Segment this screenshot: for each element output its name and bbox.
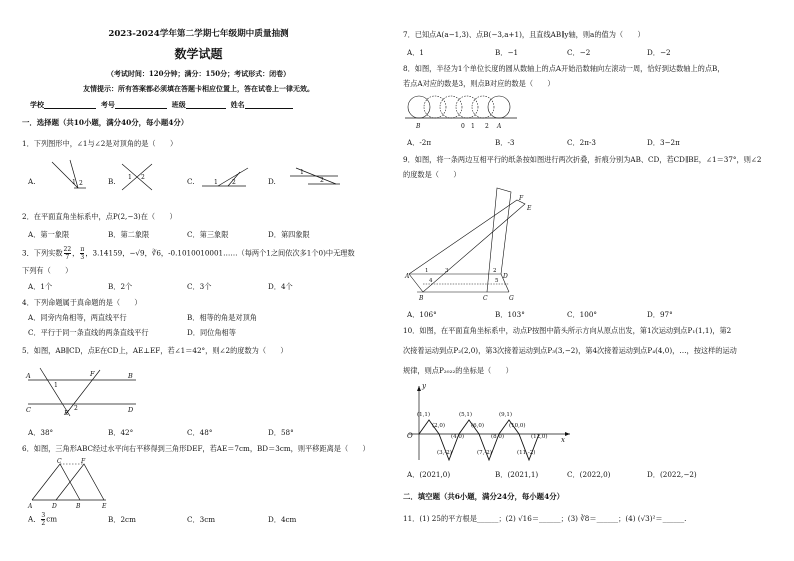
svg-text:A: A xyxy=(26,372,31,380)
svg-text:1: 1 xyxy=(214,179,218,186)
q10-graph xyxy=(405,380,575,464)
q3-option-a[interactable]: A．1个 xyxy=(28,282,53,291)
svg-text:D: D xyxy=(503,273,508,280)
svg-text:(1,1): (1,1) xyxy=(417,412,431,418)
q4-option-b[interactable]: B．相等的角是对顶角 xyxy=(187,313,257,322)
q3-option-b[interactable]: B．2个 xyxy=(108,282,133,291)
q8-stem-line2: 若点A对应的数是3，则点B对应的数是（ ） xyxy=(403,79,555,88)
q9-option-c[interactable]: C．100° xyxy=(567,310,597,319)
q7-option-b[interactable]: B．−1 xyxy=(495,48,519,57)
svg-text:A: A xyxy=(497,123,502,130)
q3-frac-22-7: $\frac{22}{7}$ xyxy=(63,246,72,261)
q8-stem-line1: 8．如图，半径为1个单位长度的圆从数轴上的点A开始沿数轴向左滚动一周，恰好到达数轴上的点B， xyxy=(403,64,725,73)
q3-option-d[interactable]: D．4个 xyxy=(268,282,293,291)
svg-text:(10,0): (10,0) xyxy=(509,423,526,429)
svg-text:(4,0): (4,0) xyxy=(451,434,465,440)
q9-stem-line2: 的度数是（ ） xyxy=(403,170,461,179)
svg-text:(6,0): (6,0) xyxy=(471,423,485,429)
q9-option-b[interactable]: B．103° xyxy=(495,310,525,319)
right-column xyxy=(397,0,794,561)
q9-option-d[interactable]: D．97° xyxy=(647,310,673,319)
svg-text:(11,-2): (11,-2) xyxy=(517,450,536,456)
q5-option-b[interactable]: B．42° xyxy=(108,428,134,437)
svg-text:C: C xyxy=(483,295,488,302)
q3-stem: 3．下列实数 $\frac{22}{7}$ ， $\frac{\pi}{3}$ ，3.14159，−√9，∛6，-0.1010010001……（每两个1之间依次多1个0)中无理数 xyxy=(22,246,355,261)
q1-stem: 1．下列图形中，∠1与∠2是对顶角的是（ ） xyxy=(22,139,178,148)
svg-text:1: 1 xyxy=(300,169,304,176)
q2-option-b[interactable]: B．第二象限 xyxy=(108,230,150,239)
q10-stem-line3: 规律，则点P₂₀₂₂的坐标是（ ） xyxy=(403,366,513,375)
q11-stem: 11．(1) 25的平方根是______；(2) √16＝______；(3) ∛8＝______；(4) (√3)²＝______. xyxy=(403,514,687,523)
q6-option-c[interactable]: C．3cm xyxy=(187,515,216,524)
svg-text:O: O xyxy=(407,432,413,440)
svg-text:B: B xyxy=(76,503,81,510)
q8-option-a[interactable]: A．-2π xyxy=(407,138,432,147)
svg-text:C: C xyxy=(26,406,31,414)
q9-stem-line1: 9．如图，将一条两边互相平行的纸条按如图进行两次折叠，折痕分别为AB、CD，若CD∥BE，∠1＝37°，则∠2 xyxy=(403,155,762,164)
q10-stem-line1: 10．如图，在平面直角坐标系中，动点P按图中箭头所示方向从原点出发，第1次运动到点P₁(1,1)，第2 xyxy=(403,326,732,335)
q7-option-a[interactable]: A．1 xyxy=(407,48,424,57)
info-fields xyxy=(30,100,293,109)
svg-text:1: 1 xyxy=(128,174,132,181)
q1-figure-c xyxy=(200,164,250,190)
q4-stem: 4．下列命题属于真命题的是（ ） xyxy=(22,298,142,307)
q1-figure-a xyxy=(48,160,88,192)
q9-option-a[interactable]: A．106° xyxy=(407,310,437,319)
q5-stem: 5．如图，AB∥CD，点E在CD上，AE⊥EF，若∠1＝42°，则∠2的度数为（ ） xyxy=(22,346,288,355)
class-blank[interactable] xyxy=(186,101,226,109)
svg-text:(8,0): (8,0) xyxy=(491,434,505,440)
q8-option-d[interactable]: D．3−2π xyxy=(647,138,680,147)
q4-option-d[interactable]: D．同位角相等 xyxy=(187,328,236,337)
q3-stem2: 下列有（ ） xyxy=(22,266,73,275)
svg-text:2: 2 xyxy=(232,179,236,186)
q5-option-c[interactable]: C．48° xyxy=(187,428,213,437)
q1-option-d[interactable]: D. xyxy=(268,177,276,186)
svg-text:F: F xyxy=(519,195,524,202)
svg-text:F: F xyxy=(90,370,95,378)
svg-text:2: 2 xyxy=(320,177,324,184)
svg-text:2: 2 xyxy=(141,174,145,181)
svg-text:(5,1): (5,1) xyxy=(459,412,473,418)
svg-text:D: D xyxy=(52,503,57,510)
svg-text:5: 5 xyxy=(495,278,499,284)
q3-frac-pi-3: $\frac{\pi}{3}$ xyxy=(80,246,85,261)
svg-text:G: G xyxy=(509,295,514,302)
field-name: 姓名 xyxy=(230,100,245,109)
q1-figure-b xyxy=(118,162,158,192)
q10-option-a[interactable]: A．(2021,0) xyxy=(407,470,451,479)
svg-text:3: 3 xyxy=(445,268,449,274)
q4-option-c[interactable]: C．平行于同一条直线的两条直线平行 xyxy=(28,328,149,337)
id-blank[interactable] xyxy=(115,101,167,109)
svg-text:2: 2 xyxy=(485,123,489,130)
svg-text:E: E xyxy=(527,205,532,212)
svg-text:D: D xyxy=(128,406,134,414)
svg-text:B: B xyxy=(416,123,421,130)
q6-figure xyxy=(26,458,116,508)
q3-option-c[interactable]: C．3个 xyxy=(187,282,212,291)
q7-stem: 7．已知点A(a−1,3)、点B(−3,a+1)，且直线AB∥y轴，则a的值为（ ） xyxy=(403,30,645,39)
exam-info: （考试时间：120分钟；满分：150分；考试形式：闭卷） xyxy=(106,69,291,78)
q10-option-b[interactable]: B．(2021,1) xyxy=(495,470,539,479)
q1-figure-d xyxy=(288,166,344,188)
svg-text:E: E xyxy=(64,409,69,417)
svg-text:B: B xyxy=(128,372,133,380)
q6-option-d[interactable]: D．4cm xyxy=(268,515,297,524)
svg-text:E: E xyxy=(102,503,107,510)
q4-option-a[interactable]: A．同旁内角相等，两直线平行 xyxy=(28,313,127,322)
svg-text:0: 0 xyxy=(461,123,465,130)
svg-text:F: F xyxy=(81,458,86,465)
svg-text:x: x xyxy=(561,436,565,444)
svg-text:2: 2 xyxy=(74,405,78,412)
q10-option-c[interactable]: C．(2022,0) xyxy=(567,470,611,479)
q7-option-c[interactable]: C．−2 xyxy=(567,48,591,57)
q5-figure xyxy=(26,366,146,422)
field-school: 学校 xyxy=(30,100,44,109)
svg-text:1: 1 xyxy=(425,268,429,274)
q1-option-b[interactable]: B. xyxy=(108,177,116,186)
svg-text:A: A xyxy=(405,273,410,280)
notice: 友情提示：所有答案都必须填在答题卡相应位置上，答在试卷上一律无效。 xyxy=(83,84,314,93)
q9-figure xyxy=(405,184,535,302)
q10-stem-line2: 次接着运动到点P₂(2,0)，第3次接着运动到点P₃(3,−2)，第4次接着运动到点P₄(4,0)，…，按这样的运动 xyxy=(403,346,737,355)
svg-text:1: 1 xyxy=(471,123,475,130)
svg-text:(7,-2): (7,-2) xyxy=(477,450,492,456)
q1-option-c[interactable]: C. xyxy=(187,177,195,186)
svg-text:C: C xyxy=(57,458,62,465)
section2-title: 二．填空题（共6小题，满分24分，每小题4分） xyxy=(403,492,564,501)
svg-text:1: 1 xyxy=(72,179,76,186)
school-blank[interactable] xyxy=(44,101,96,109)
q8-option-b[interactable]: B．-3 xyxy=(495,138,515,147)
q2-stem: 2．在平面直角坐标系中，点P(2,−3)在（ ） xyxy=(22,212,177,221)
svg-text:(12,0): (12,0) xyxy=(531,434,548,440)
svg-text:(9,1): (9,1) xyxy=(499,412,513,418)
q7-option-d[interactable]: D．−2 xyxy=(647,48,671,57)
q8-option-c[interactable]: C．2π-3 xyxy=(567,138,596,147)
svg-text:(3,-2): (3,-2) xyxy=(437,450,452,456)
q1-option-a[interactable]: A. xyxy=(28,177,36,186)
svg-text:A: A xyxy=(28,503,33,510)
svg-text:B: B xyxy=(419,295,424,302)
q2-option-c[interactable]: C．第三象限 xyxy=(187,230,229,239)
svg-text:1: 1 xyxy=(54,382,58,389)
q8-figure xyxy=(405,92,517,130)
name-blank[interactable] xyxy=(245,101,293,109)
q5-option-a[interactable]: A．38° xyxy=(28,428,54,437)
exam-title: 2023-2024学年第二学期七年级期中质量抽测 xyxy=(108,29,289,39)
q2-option-d[interactable]: D．第四象限 xyxy=(268,230,310,239)
svg-text:(2,0): (2,0) xyxy=(432,423,446,429)
field-class: 班级 xyxy=(171,100,186,109)
q6-stem: 6．如图，三角形ABC经过水平向右平移得到三角形DEF，若AE＝7cm，BD＝3cm，则平移距离是（ ） xyxy=(22,444,370,453)
section1-title: 一．选择题（共10小题，满分40分，每小题4分） xyxy=(22,118,189,127)
q6-option-b[interactable]: B．2cm xyxy=(108,515,136,524)
field-id: 考号 xyxy=(100,100,115,109)
subject-title: 数学试题 xyxy=(174,47,223,61)
q5-option-d[interactable]: D．58° xyxy=(268,428,294,437)
svg-text:2: 2 xyxy=(79,180,83,187)
svg-text:y: y xyxy=(422,382,426,390)
q10-option-d[interactable]: D．(2022,−2) xyxy=(647,470,697,479)
svg-text:4: 4 xyxy=(429,278,433,284)
q6-option-a[interactable]: A． $\frac{3}{2}$ cm xyxy=(28,512,58,527)
q2-option-a[interactable]: A．第一象限 xyxy=(28,230,70,239)
svg-text:2: 2 xyxy=(493,268,497,274)
